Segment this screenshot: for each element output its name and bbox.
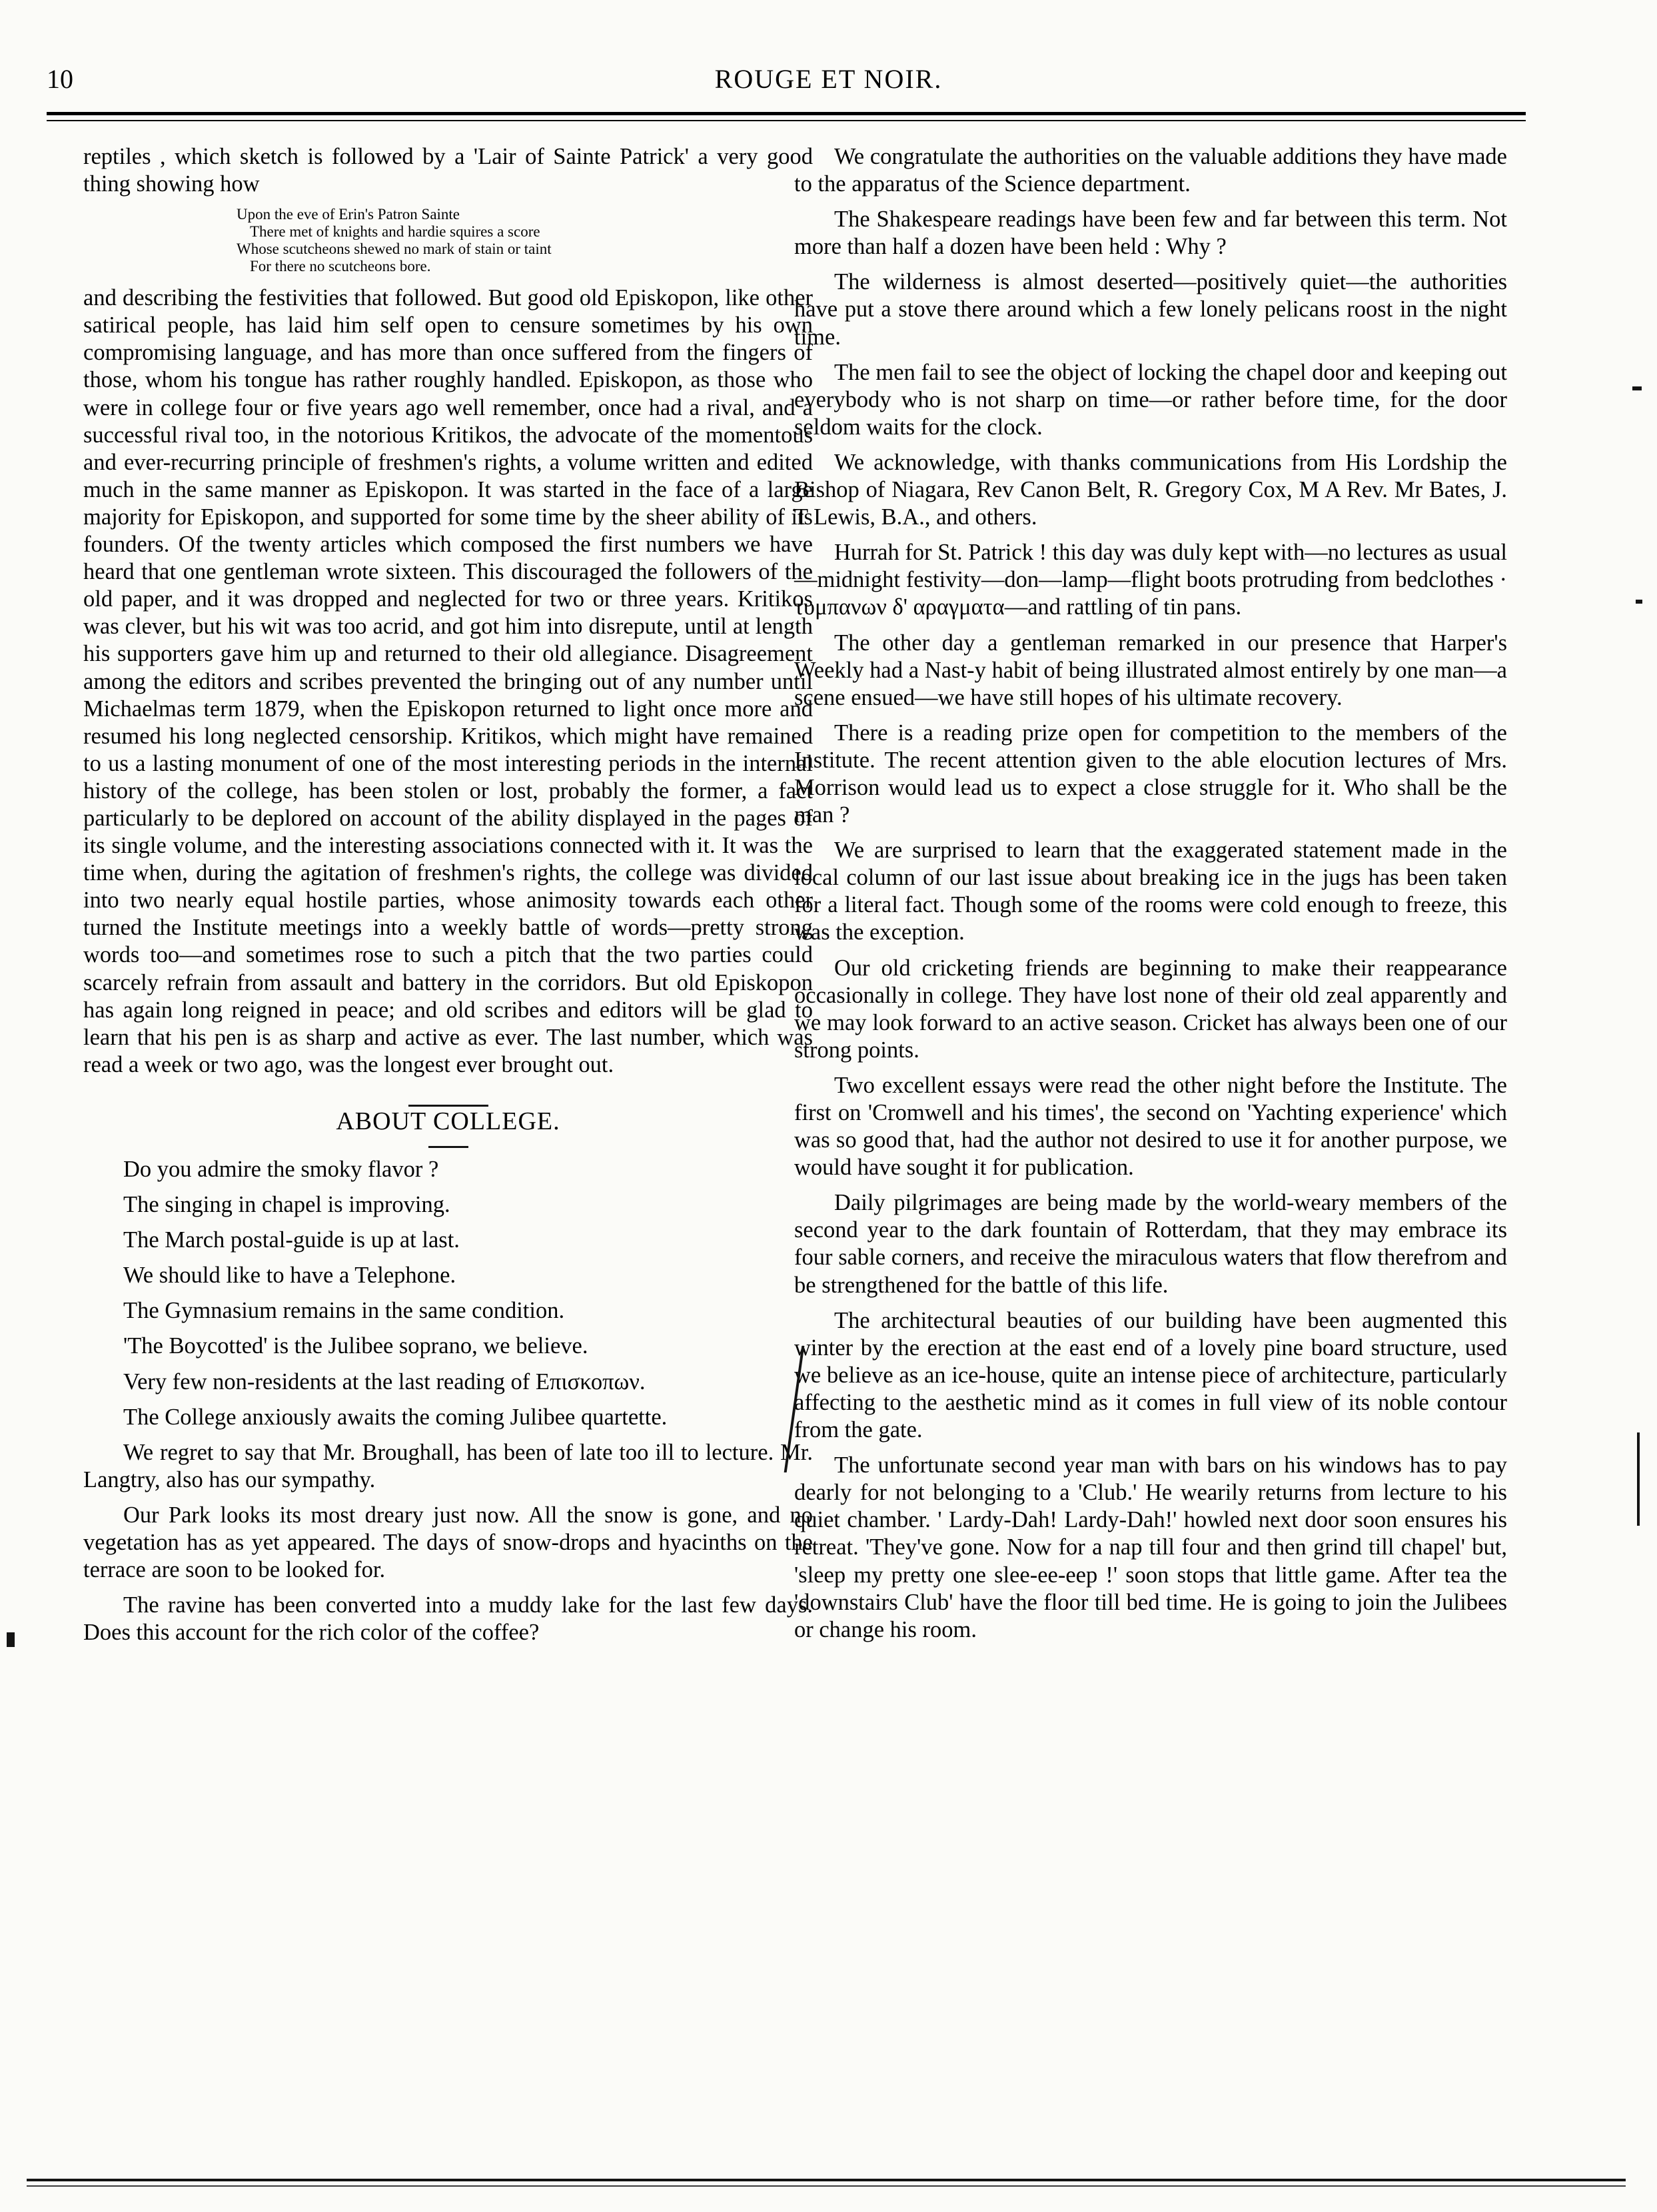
edge-mark <box>1636 600 1642 604</box>
note-item: The March postal-guide is up at last. <box>123 1227 460 1253</box>
paragraph: The Shakespeare readings have been few and far between this term. Not more than half a dozen have been held : Why ? <box>794 207 1507 260</box>
note-item: We regret to say that Mr. Broughall, has been of late too ill to lecture. Mr. Langtry, also has our sympathy. <box>83 1439 813 1492</box>
edge-mark <box>7 1632 15 1647</box>
paragraph: The architectural beauties of our building have been augmented this winter by the erection at the east end of a lovely pine board structure, used we believe as an ice-house, quite an intense piece of architecture, particularly affecting to the aesthetic mind as it comes in full view of its noble contour from the gate. <box>794 1307 1507 1443</box>
edge-mark <box>1632 386 1642 390</box>
note-item: 'The Boycotted' is the Julibee soprano, we believe. <box>123 1333 588 1359</box>
right-column <box>794 143 1507 1652</box>
paragraph: We are surprised to learn that the exaggerated statement made in the local column of our last issue about breaking ice in the jugs has been taken for a literal fact. Though some of the rooms were cold enough to freeze, this was the exception. <box>794 837 1507 945</box>
paragraph: We acknowledge, with thanks communications from His Lordship the Bishop of Niagara, Rev Canon Belt, R. Gregory Cox, M A Rev. Mr Bates, J. T Lewis, B.A., and others. <box>794 449 1507 530</box>
note-item: Our Park looks its most dreary just now. All the snow is gone, and no vegetation has as yet appeared. The days of snow-drops and hyacinths on the terrace are soon to be looked for. <box>83 1502 813 1583</box>
note-item: We should like to have a Telephone. <box>123 1263 456 1289</box>
verse-line: There met of knights and hardie squires a score <box>250 223 540 241</box>
bottom-rule <box>27 2179 1626 2181</box>
note-item: The ravine has been converted into a muddy lake for the last few days. Does this account for the rich color of the coffee? <box>83 1592 813 1646</box>
intro-paragraph: reptiles , which sketch is followed by a 'Lair of Sainte Patrick' a very good thing showing how <box>83 144 813 197</box>
paragraph: Hurrah for St. Patrick ! this day was duly kept with—no lectures as usual —midnight festivity—don—lamp—flight boots protruding from bedclothes · τυμπανων δ' αραγματα—and rattling of tin pans. <box>794 540 1507 620</box>
section-divider <box>428 1146 468 1148</box>
left-column <box>83 143 813 1654</box>
paragraph: The wilderness is almost deserted—positively quiet—the authorities have put a stove there around which a few lonely pelicans roost in the night time. <box>794 269 1507 350</box>
paragraph: Daily pilgrimages are being made by the world-weary members of the second year to the dark fountain of Rotterdam, that they may embrace its four sable corners, and receive the miraculous waters that flow therefrom and be strengthened for the battle of this life. <box>794 1190 1507 1298</box>
verse-quotation <box>83 206 813 275</box>
episkopon-paragraph: and describing the festivities that followed. But good old Episkopon, like other satirical people, has laid him self open to censure sometimes by his own compromising language, and has more than once suffered from the fingers of those, whom his tongue has rather roughly handled. Episkopon, as those who were in college four or five years ago well remember, once had a rival, and a successful rival too, in the notorious Kritikos, the advocate of the momentous and ever-recurring principle of freshmen's rights, a volume written and edited much in the same manner as Episkopon. It was started in the face of a large majority for Episkopon, and supported for some time by the sheer ability of its founders. Of the twenty articles which composed the first numbers we have heard that one gentleman wrote sixteen. This discouraged the followers of the old paper, and it was dropped and neglected for two or three years. Kritikos was clever, but his wit was too acrid, and got him into disrepute, until at length his supporters gave him up and returned to their old allegiance. Disagreement among the editors and scribes prevented the bringing out of any number until Michaelmas term 1879, when the Episkopon returned to light once more and resumed his long neglected censorship. Kritikos, which might have remained to us a lasting monument of one of the most interesting periods in the internal history of the college, has been stolen or lost, probably the former, a fact particularly to be deplored on account of the ability displayed in the pages of its single volume, and the interesting associations connected with it. It was the time when, during the agitation of freshmen's rights, the college was divided into two nearly equal hostile parties, whose animosity towards each other turned the Institute meetings into a weekly battle of words—pretty strong words too—and sometimes rose to such a pitch that the two parties could scarcely refrain from assault and battery in the corridors. But old Episkopon has again long reigned in peace; and old scribes and editors will be glad to learn that his pen is as sharp and active as ever. The last number, which was read a week or two ago, was the longest ever brought out. <box>83 285 813 1077</box>
paragraph: There is a reading prize open for competition to the members of the Institute. The recent attention given to the able elocution lectures of Mrs. Morrison would lead us to expect a close struggle for it. Who shall be the man ? <box>794 720 1507 828</box>
note-item: The singing in chapel is improving. <box>123 1192 450 1218</box>
paragraph: Two excellent essays were read the other night before the Institute. The first on 'Cromwell and his times', the second on 'Yachting experience' which was so good that, had the author not desired to use it for another purpose, we would have sought it for publication. <box>794 1072 1507 1181</box>
section-title: ABOUT COLLEGE. <box>336 1107 560 1135</box>
page-number: 10 <box>47 64 73 94</box>
header-rule-thin <box>47 120 1526 121</box>
verse-line: Whose scutcheons shewed no mark of stain or taint <box>237 241 552 258</box>
paragraph: The other day a gentleman remarked in our presence that Harper's Weekly had a Nast-y habit of being illustrated almost entirely by one man—a scene ensued—we have still hopes of his ultimate recovery. <box>794 630 1507 710</box>
paragraph: The unfortunate second year man with bars on his windows has to pay dearly for not belonging to a 'Club.' He wearily returns from lecture to his quiet chamber. ' Lardy-Dah! Lardy-Dah!' howled next door soon ensures his retreat. 'They've gone. Now for a nap till four and then grind till chapel' but, 'sleep my pretty one slee-ee-eep !' soon stops that little game. After tea the 'downstairs Club' have the floor till bed time. He is going to join the Julibees or change his room. <box>794 1452 1507 1642</box>
note-item: The Gymnasium remains in the same condition. <box>123 1298 565 1324</box>
header-rule-thick <box>47 112 1526 115</box>
note-item: Do you admire the smoky flavor ? <box>123 1157 439 1182</box>
verse-line: Upon the eve of Erin's Patron Sainte <box>237 206 460 223</box>
page-header-title: ROUGE ET NOIR. <box>714 64 943 94</box>
paragraph: Our old cricketing friends are beginning to make their reappearance occasionally in college. They have lost none of their old zeal apparently and we may look forward to an active season. Cricket has always been one of our strong points. <box>794 955 1507 1063</box>
section-ornament <box>83 1091 813 1101</box>
note-item: Very few non-residents at the last reading of Επισκοπων. <box>123 1369 646 1394</box>
paragraph: The men fail to see the object of locking the chapel door and keeping out everybody who is not sharp on time—or rather before time, for the door seldom waits for the clock. <box>794 359 1507 440</box>
note-item: The College anxiously awaits the coming Julibee quartette. <box>123 1404 668 1430</box>
edge-mark <box>1637 1432 1640 1526</box>
paragraph: We congratulate the authorities on the valuable additions they have made to the apparatus of the Science department. <box>794 144 1507 197</box>
bottom-rule-thin <box>27 2185 1626 2187</box>
verse-line: For there no scutcheons bore. <box>250 258 431 275</box>
